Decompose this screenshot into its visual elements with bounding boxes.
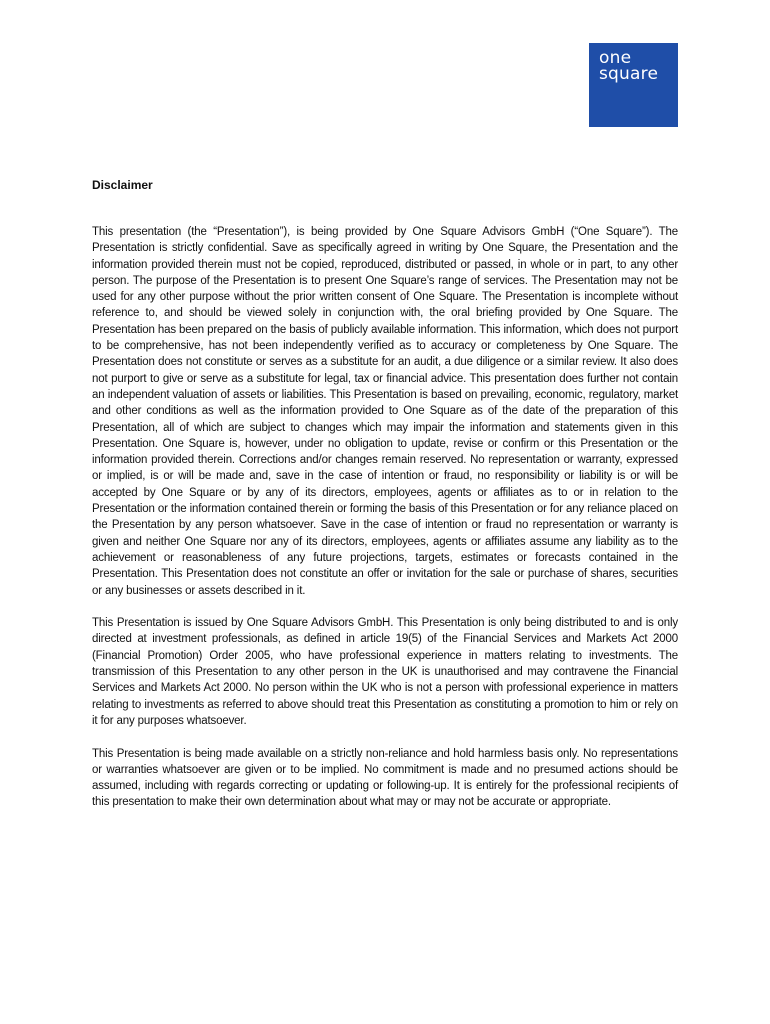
one-square-logo <box>589 43 678 127</box>
logo-line-one: one <box>599 48 632 68</box>
page-title: Disclaimer <box>92 178 153 192</box>
disclaimer-paragraph-3: This Presentation is being made available on a strictly non-reliance and hold harmless basis only. No representations or warranties whatsoever are given or to be implied. No commitment is made and no presumed actions should be assumed, including with regards correcting or updating or following-up. It is entirely for the professional recipients of this presentation to make their own determination about what may or may not be accurate or appropriate. <box>92 747 678 809</box>
logo-line-square: square <box>599 64 659 84</box>
disclaimer-paragraph-1: This presentation (the “Presentation”), is being provided by One Square Advisors GmbH (“One Square”). The Presentation is strictly confidential. Save as specifically agreed in writing by One Square, the Presentation and the information provided therein must not be copied, reproduced, distributed or passed, in whole or in part, to any other person. The purpose of the Presentation is to present One Square’s range of services. The Presentation may not be used for any other purpose without the prior written consent of One Square. The Presentation is incomplete without reference to, and should be viewed solely in conjunction with, the oral briefing provided by One Square. The Presentation has been prepared on the basis of publicly available information. This information, which does not purport to be comprehensive, has not been independently verified as to accuracy or completeness by One Square. The Presentation does not constitute or serves as a substitute for an audit, a due diligence or a similar review. It also does not purport to give or serve as a substitute for legal, tax or financial advice. This presentation does further not contain an independent valuation of assets or liabilities. This Presentation is based on prevailing, economic, regulatory, market and other conditions as well as the information provided to One Square as of the date of the preparation of this Presentation, all of which are subject to changes which may impair the information and statements given in this Presentation. One Square is, however, under no obligation to update, revise or confirm or this Presentation or the information provided therein. Corrections and/or changes remain reserved. No representation or warranty, expressed or implied, is or will be made and, save in the case of intention or fraud, no responsibility or liability is or will be accepted by One Square or by any of its directors, employees, agents or affiliates as to or in relation to the Presentation or the information contained therein or forming the basis of this Presentation or for any reliance placed on the Presentation by any person whatsoever. Save in the case of intention or fraud no representation or warranty is given and neither One Square nor any of its directors, employees, agents or affiliates assume any liability as to the achievement or reasonableness of any future projections, targets, estimates or forecasts contained in the Presentation. This Presentation does not constitute an offer or invitation for the sale or purchase of shares, securities or any businesses or assets described in it. <box>92 226 678 597</box>
disclaimer-paragraph-2: This Presentation is issued by One Square Advisors GmbH. This Presentation is only being distributed to and is only directed at investment professionals, as defined in article 19(5) of the Financial Services and Markets Act 2000 (Financial Promotion) Order 2005, who have professional experience in matters relating to investments. The transmission of this Presentation to any other person in the UK is unauthorised and may contravene the Financial Services and Markets Act 2000. No person within the UK who is not a person with professional experience in matters relating to investments as referred to above should treat this Presentation as constituting a promotion to him or rely on it for any purposes whatsoever. <box>92 617 678 727</box>
disclaimer-body <box>92 224 678 827</box>
